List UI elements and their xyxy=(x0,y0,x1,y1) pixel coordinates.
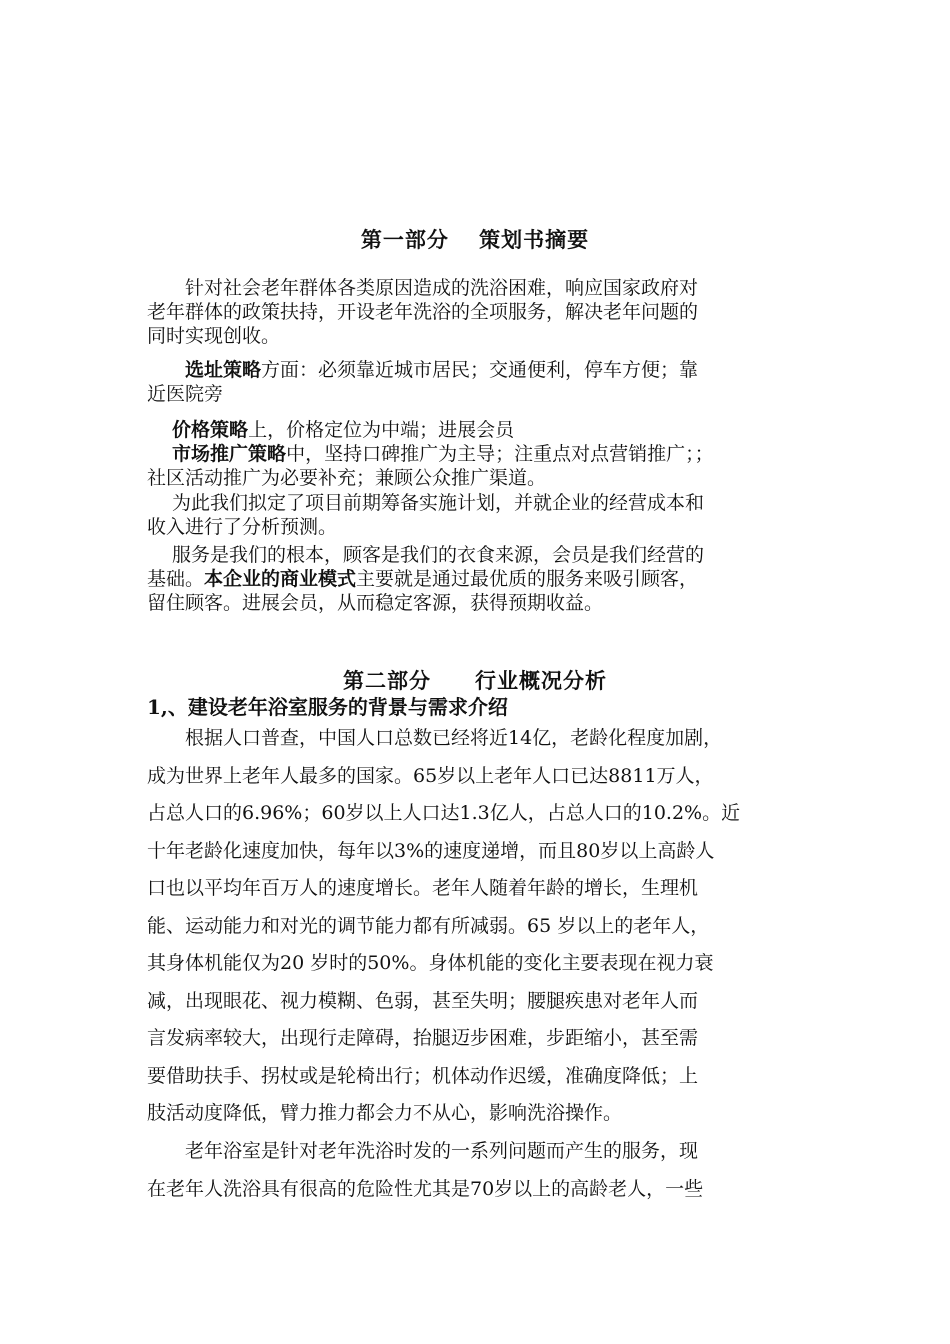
background-line: 要借助扶手、拐杖或是轮椅出行；机体动作迟缓，准确度降低；上 xyxy=(147,1064,699,1087)
background-line: 言发病率较大，出现行走障碍，抬腿迈步困难，步距缩小，甚至需 xyxy=(147,1027,699,1049)
background-line: 成为世界上老年人最多的国家。65岁以上老年人口已达8811万人， xyxy=(147,764,714,787)
business-model-paragraph xyxy=(147,543,807,615)
indent xyxy=(147,443,172,465)
summary-line: 同时实现创收。 xyxy=(147,325,281,347)
background-line: 肢活动度降低，臂力推力都会力不从心，影响洗浴操作。 xyxy=(147,1102,623,1124)
plan-paragraph xyxy=(147,491,807,539)
summary-line: 老年群体的政策扶持，开设老年洗浴的全项服务，解决老年问题的 xyxy=(147,301,699,323)
location-strategy-line: 近医院旁 xyxy=(147,383,224,405)
promotion-strategy-line: 社区活动推广为必要补充；兼顾公众推广渠道。 xyxy=(147,467,547,489)
background-line: 减，出现眼花、视力模糊、色弱，甚至失明；腰腿疾患对老年人而 xyxy=(147,989,699,1012)
part2-title: 第二部分 行业概况分析 xyxy=(343,668,607,693)
location-strategy-line xyxy=(147,358,807,382)
location-strategy-paragraph xyxy=(147,358,807,406)
business-model-text: 主要就是通过最优质的服务来吸引顾客， xyxy=(356,568,699,590)
background-line: 其身体机能仅为20 岁时的50%。身体机能的变化主要表现在视力衰 xyxy=(147,952,714,974)
background-line: 能、运动能力和对光的调节能力都有所减弱。65 岁以上的老年人， xyxy=(147,914,710,937)
plan-line: 为此我们拟定了项目前期筹备实施计划，并就企业的经营成本和 xyxy=(147,492,705,514)
summary-line: 针对社会老年群体各类原因造成的洗浴困难，响应国家政府对 xyxy=(147,277,699,299)
indent xyxy=(147,419,172,441)
promotion-strategy-line xyxy=(147,442,807,466)
business-model-text: 基础。 xyxy=(147,568,205,590)
elderly-bath-paragraph xyxy=(147,1133,807,1208)
background-paragraph xyxy=(147,720,807,1133)
location-strategy-text: 方面：必须靠近城市居民；交通便利，停车方便；靠 xyxy=(261,359,699,381)
indent xyxy=(147,359,185,381)
business-model-label: 本企业的商业模式 xyxy=(204,568,357,590)
background-line: 十年老龄化速度加快，每年以3%的速度递增，而且80岁以上高龄人 xyxy=(147,839,715,862)
part1-title: 第一部分 策划书摘要 xyxy=(360,227,590,252)
price-strategy-line xyxy=(147,418,807,442)
background-line: 占总人口的6.96%；60岁以上人口达1.3亿人，占总人口的10.2%。近 xyxy=(147,802,741,824)
background-line: 口也以平均年百万人的速度增长。老年人随着年龄的增长，生理机 xyxy=(147,877,699,899)
promotion-strategy-text: 中，坚持口碑推广为主导；注重点对点营销推广；； xyxy=(286,443,714,465)
section-heading: 1,、建设老年浴室服务的背景与需求介绍 xyxy=(147,695,508,719)
plan-line: 收入进行了分析预测。 xyxy=(147,516,338,538)
business-model-line: 留住顾客。进展会员，从而稳定客源，获得预期收益。 xyxy=(147,592,604,614)
background-line: 根据人口普查，中国人口总数已经将近14亿，老龄化程度加剧， xyxy=(147,727,723,749)
elderly-bath-line: 在老年人洗浴具有很高的危险性尤其是70岁以上的高龄老人，一些 xyxy=(147,1177,704,1200)
price-strategy-paragraph xyxy=(147,418,807,442)
price-strategy-text: 上，价格定位为中端；进展会员 xyxy=(248,419,515,441)
business-model-line xyxy=(147,567,807,591)
location-strategy-label: 选址策略 xyxy=(185,359,262,381)
price-strategy-label: 价格策略 xyxy=(172,419,249,441)
promotion-strategy-paragraph xyxy=(147,442,807,490)
elderly-bath-line: 老年浴室是针对老年洗浴时发的一系列问题而产生的服务，现 xyxy=(147,1140,699,1162)
promotion-strategy-label: 市场推广策略 xyxy=(172,443,287,465)
summary-paragraph xyxy=(147,276,807,348)
business-model-line: 服务是我们的根本，顾客是我们的衣食来源，会员是我们经营的 xyxy=(147,544,705,566)
